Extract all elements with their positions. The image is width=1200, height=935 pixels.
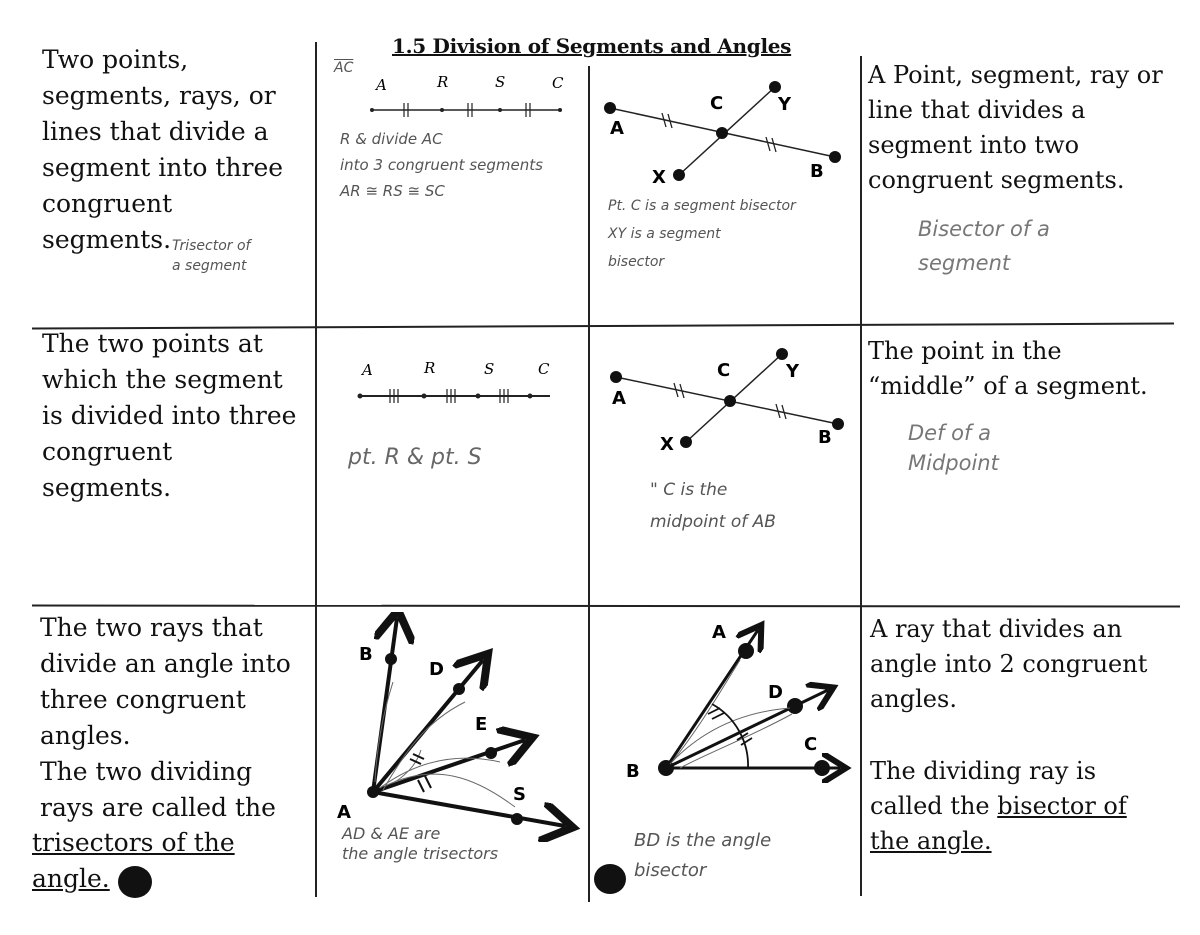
angle-bisector-diagram: [600, 612, 858, 802]
point-label-a: A: [612, 388, 626, 409]
term-text-row3: A ray that divides an angle into 2 congruent angles.: [870, 615, 1148, 713]
term-extra-span: The dividing ray is called the: [870, 757, 1097, 820]
handwritten-note-row1-term: Bisector of a segment: [918, 217, 1050, 275]
point-label-s: S: [484, 360, 495, 378]
handwritten-note-row2-diagram2: " C is the midpoint of AB: [650, 480, 776, 532]
definition-underlined-text-row3: trisectors of the angle.: [32, 828, 235, 893]
point-label-a: A: [337, 802, 351, 823]
angle-trisector-diagram: [325, 612, 587, 842]
term-underlined-span: bisector of the angle.: [870, 792, 1127, 855]
midpoint-diagram: [598, 346, 853, 456]
handwritten-note-row3-diagram1: AD & AE are the angle trisectors: [342, 824, 499, 863]
handwritten-note-ac: $\overline{AC}$: [334, 60, 354, 76]
segment-bisector-diagram: [598, 76, 853, 196]
point-label-y: Y: [786, 361, 800, 382]
grid-divider: [860, 56, 862, 896]
point-label-x: X: [660, 434, 674, 455]
page-title: 1.5 Division of Segments and Angles: [392, 34, 792, 58]
point-label-e: E: [475, 714, 488, 735]
point-label-s: S: [513, 784, 526, 805]
hole-punch-mark: [118, 866, 152, 898]
grid-divider: [588, 66, 590, 902]
grid-divider: [315, 42, 317, 897]
handwritten-note-row1-diagram1: R & divide AC into 3 congruent segments AR ≅ RS ≅ SC: [340, 130, 543, 200]
point-label-a: A: [610, 118, 624, 139]
term-text-row1: A Point, segment, ray or line that divides a segment into two congruent segments.: [868, 61, 1163, 194]
trisection-points-diagram: [350, 356, 565, 406]
handwritten-note-row2-diagram1: pt. R & pt. S: [348, 445, 482, 470]
point-label-b: B: [626, 761, 640, 782]
handwritten-note-row1-diagram2: Pt. C is a segment bisector XY is a segment bisector: [608, 198, 796, 270]
hole-punch-mark: [594, 864, 626, 894]
grid-divider: [32, 604, 1180, 607]
point-label-r: R: [424, 359, 436, 377]
point-label-c: C: [552, 74, 564, 92]
handwritten-note-row1-definition: Trisector of a segment: [172, 238, 251, 274]
point-label-c: C: [804, 734, 818, 755]
segment-trisection-diagram: [360, 70, 575, 120]
point-label-s: S: [495, 73, 506, 91]
point-label-b: B: [359, 644, 373, 665]
point-label-y: Y: [778, 94, 792, 115]
point-label-c: C: [717, 360, 731, 381]
term-extra-text-row3: [870, 754, 1127, 859]
point-label-c: C: [538, 360, 550, 378]
point-label-a: A: [376, 76, 387, 94]
point-label-d: D: [429, 659, 444, 680]
point-label-a: A: [362, 361, 373, 379]
term-text-row2: The point in the “middle” of a segment.: [868, 337, 1148, 400]
point-label-c: C: [710, 93, 724, 114]
point-label-a: A: [712, 622, 726, 643]
point-label-x: X: [652, 167, 666, 188]
point-label-d: D: [768, 682, 783, 703]
handwritten-note-row3-diagram2: BD is the angle bisector: [634, 830, 772, 881]
definition-text-row1: Two points, segments, rays, or lines that divide a segment into three congruent segments.: [42, 45, 284, 254]
point-label-b: B: [810, 161, 824, 182]
handwritten-note-row2-term: Def of a Midpoint: [908, 421, 999, 475]
definition-text-row3: The two rays that divide an angle into three congruent angles. The two dividing rays are called the: [40, 613, 291, 822]
definition-text-row2: The two points at which the segment is divided into three congruent segments.: [42, 329, 297, 502]
point-label-r: R: [437, 73, 449, 91]
point-label-b: B: [818, 427, 832, 448]
